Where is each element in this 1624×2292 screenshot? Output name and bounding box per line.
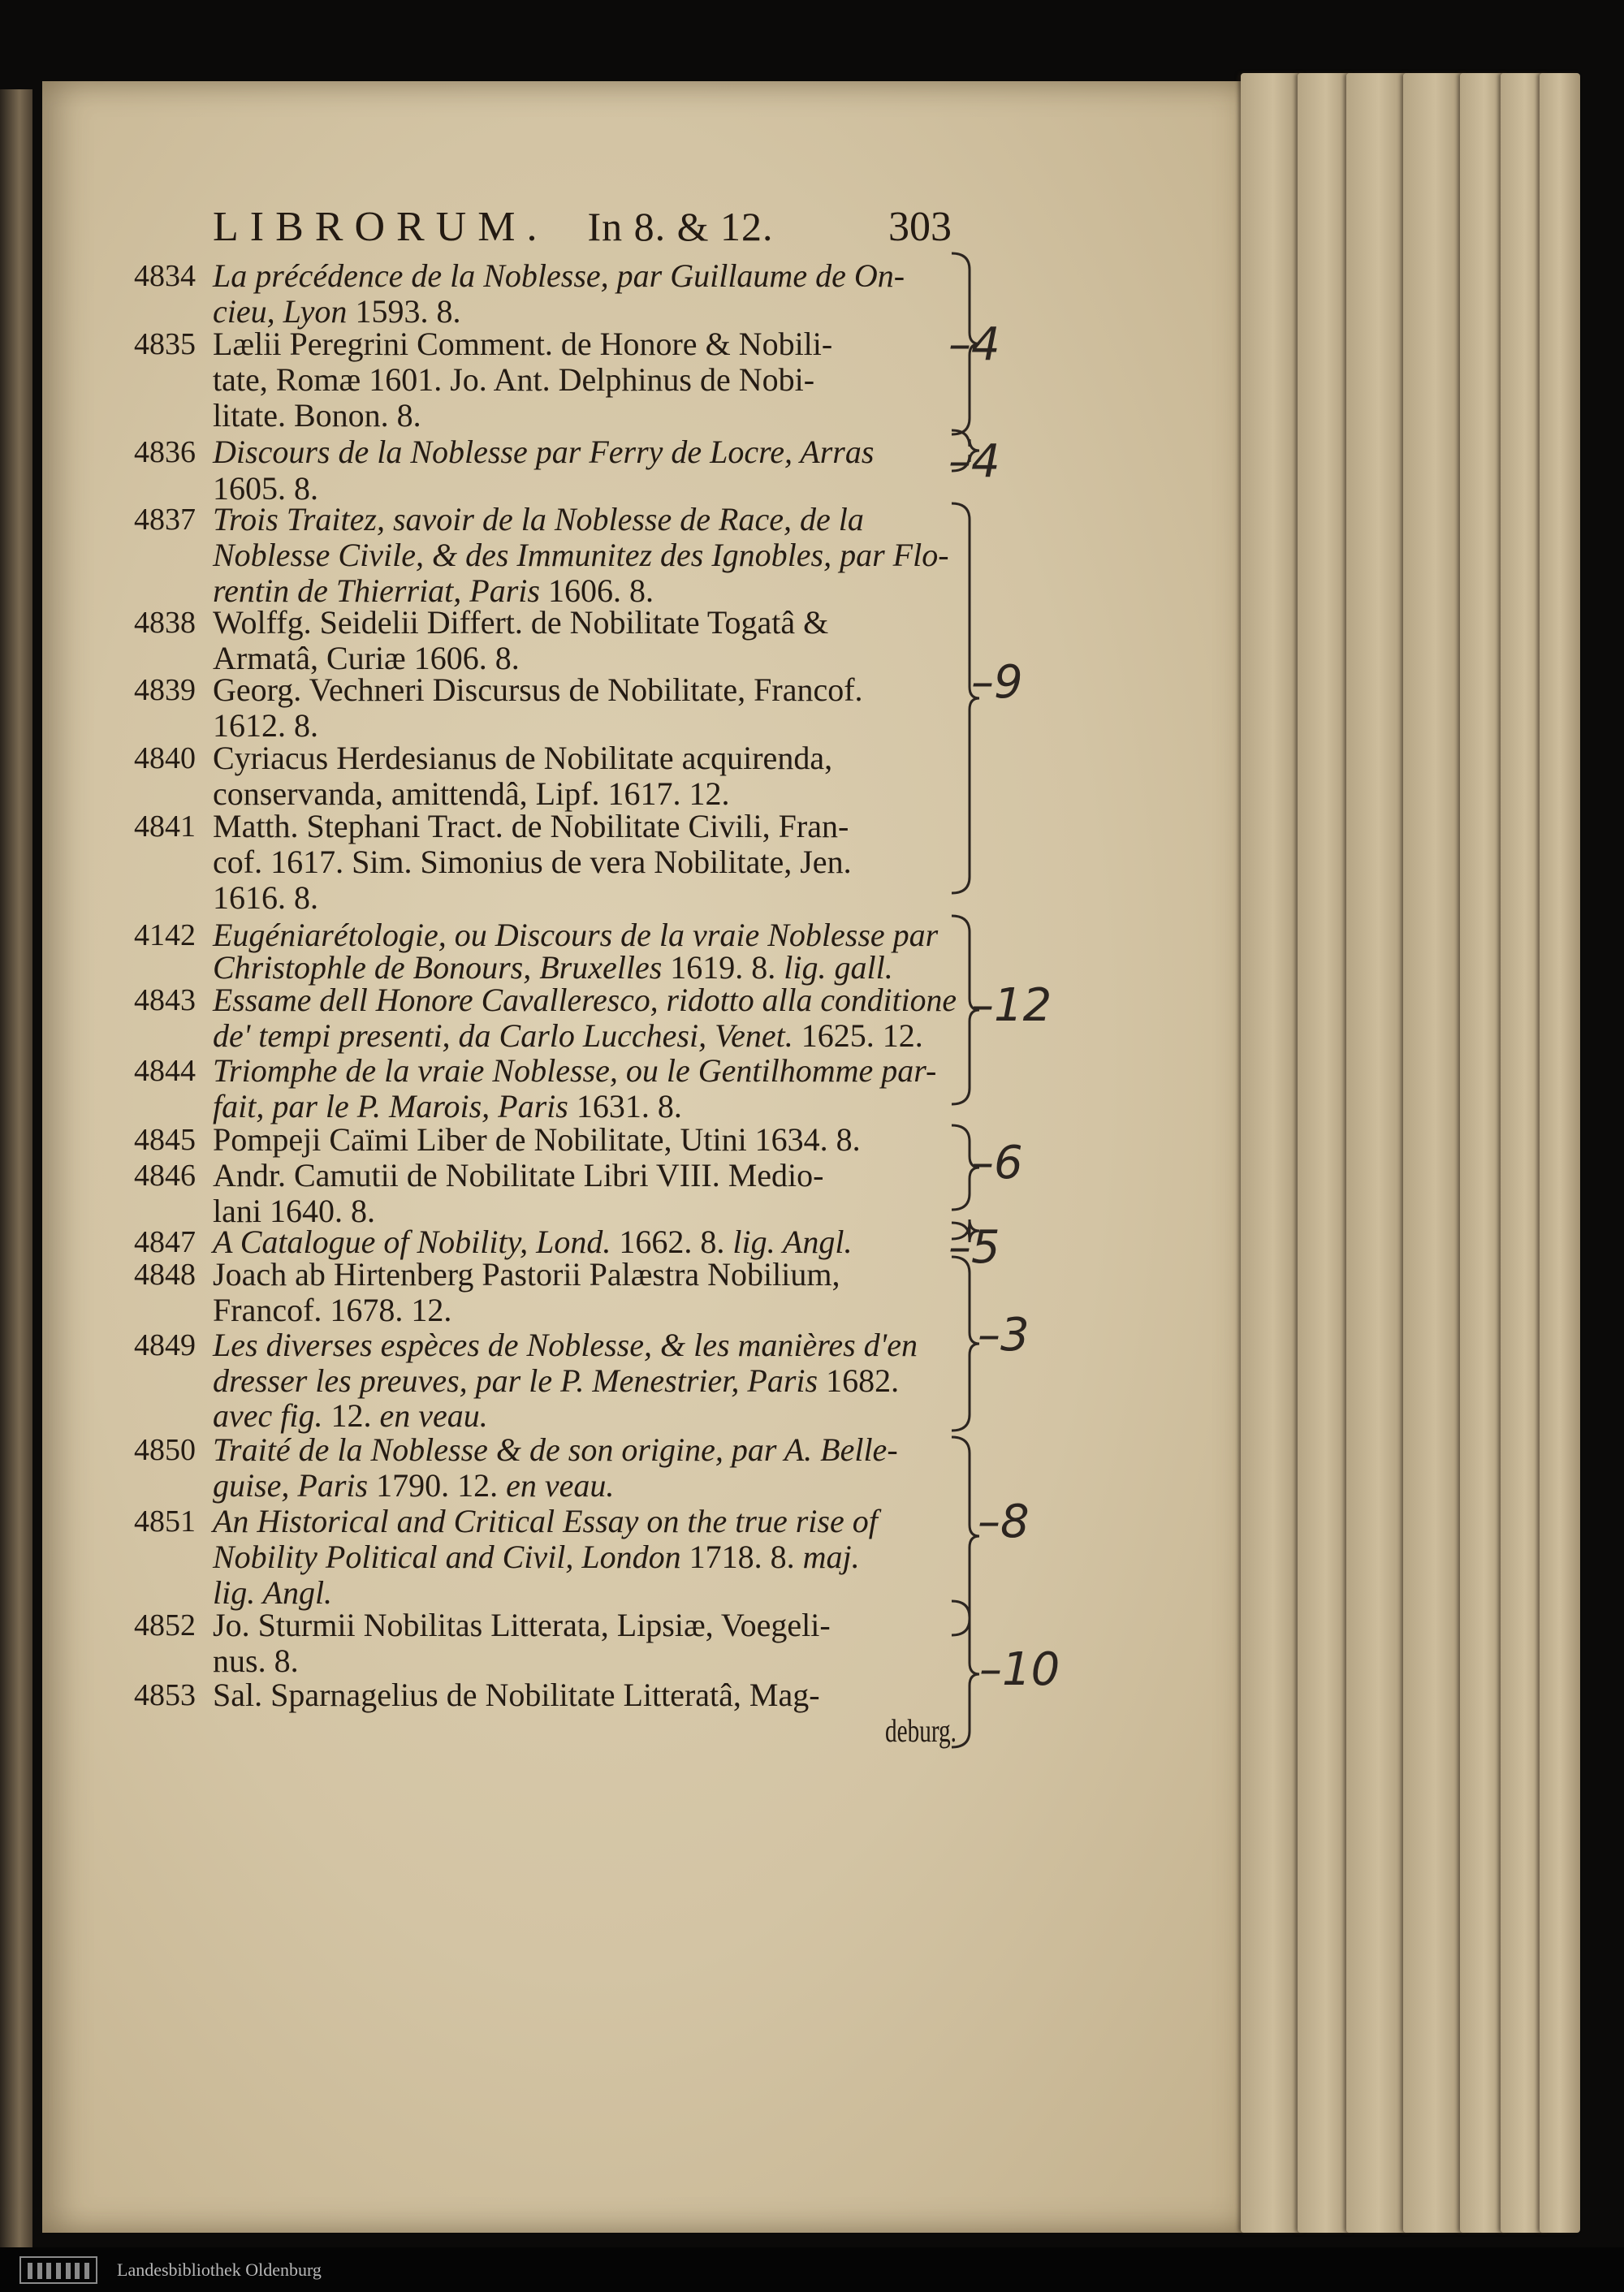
entry-text: Triomphe de la vraie Noblesse, ou le Gentilhomme par- <box>213 1052 937 1089</box>
entry-text: Trois Traitez, savoir de la Noblesse de Race, de la <box>213 501 864 537</box>
page-number: 303 <box>888 204 952 250</box>
entry-text: 1605. 8. <box>213 470 318 507</box>
entry-text: conservanda, amittendâ, Lipf. 1617. 12. <box>213 775 730 812</box>
handwritten-total: –4 <box>948 435 1000 488</box>
entry-text: 1612. 8. <box>213 707 318 744</box>
entry-text: Christophle de Bonours, Bruxelles 1619. 8. lig. gall. <box>213 949 893 986</box>
handwritten-total: –5 <box>948 1221 1000 1274</box>
entry-text: Nobility Political and Civil, London 1718. 8. maj. <box>213 1539 860 1575</box>
header-title: LIBRORUM. <box>213 204 549 250</box>
bracket <box>952 1257 979 1431</box>
entry-text: Pompeji Caïmi Liber de Nobilitate, Utini 1634. 8. <box>213 1121 861 1158</box>
entry-number: 4853 <box>134 1678 196 1712</box>
entry-text: cof. 1617. Sim. Simonius de vera Nobilitate, Jen. <box>213 844 852 880</box>
handwritten-total: –6 <box>971 1137 1023 1189</box>
entry-number: 4843 <box>134 983 196 1017</box>
entry-number: 4840 <box>134 741 196 775</box>
entry-text: Lælii Peregrini Comment. de Honore & Nobili- <box>213 326 833 362</box>
entry-text: Andr. Camutii de Nobilitate Libri VIII. Medio- <box>213 1157 824 1193</box>
handwritten-total: –10 <box>979 1643 1060 1696</box>
entry-text: dresser les preuves, par le P. Menestrier, Paris 1682. <box>213 1362 900 1399</box>
entry-number: 4142 <box>134 918 196 952</box>
entry-text: fait, par le P. Marois, Paris 1631. 8. <box>213 1088 682 1124</box>
entry-number: 4850 <box>134 1433 196 1467</box>
entry-text: 1616. 8. <box>213 879 318 916</box>
entry-number: 4848 <box>134 1258 196 1292</box>
entry-number: 4849 <box>134 1328 196 1362</box>
entry-number: 4846 <box>134 1159 196 1193</box>
entry-text: cieu, Lyon 1593. 8. <box>213 293 461 330</box>
entry-text: guise, Paris 1790. 12. en veau. <box>213 1467 615 1504</box>
entry-number: 4852 <box>134 1608 196 1642</box>
entry-text: de' tempi presenti, da Carlo Lucchesi, Venet. 1625. 12. <box>213 1017 923 1054</box>
bracket <box>952 1601 979 1747</box>
entry-text: Essame dell Honore Cavalleresco, ridotto alla conditione <box>213 982 957 1018</box>
entry-text: Cyriacus Herdesianus de Nobilitate acquirenda, <box>213 740 833 776</box>
entry-number: 4836 <box>134 435 196 469</box>
entry-number: 4838 <box>134 606 196 640</box>
handwritten-total: –12 <box>971 979 1052 1032</box>
library-logo-icon <box>19 2256 97 2284</box>
entry-text: litate. Bonon. 8. <box>213 397 421 434</box>
entry-text: Matth. Stephani Tract. de Nobilitate Civili, Fran- <box>213 808 849 844</box>
entry-number: 4835 <box>134 327 196 361</box>
library-name: Landesbibliothek Oldenburg <box>117 2259 322 2280</box>
entry-text: Sal. Sparnagelius de Nobilitate Litteratâ, Mag- <box>213 1677 820 1713</box>
entry-text: Francof. 1678. 12. <box>213 1292 452 1328</box>
entry-text: La précédence de la Noblesse, par Guillaume de On- <box>213 257 905 294</box>
entry-text: Joach ab Hirtenberg Pastorii Palæstra Nobilium, <box>213 1256 840 1293</box>
entry-text: Jo. Sturmii Nobilitas Litterata, Lipsiæ, Voegeli- <box>213 1607 831 1643</box>
handwritten-total: –9 <box>971 656 1023 709</box>
entry-number: 4834 <box>134 259 196 293</box>
entry-text: rentin de Thierriat, Paris 1606. 8. <box>213 572 654 609</box>
entry-number: 4837 <box>134 503 196 537</box>
entry-text: deburg. <box>885 1712 957 1749</box>
entry-text: lani 1640. 8. <box>213 1193 375 1229</box>
entry-text: lig. Angl. <box>213 1574 333 1611</box>
entry-number: 4844 <box>134 1054 196 1088</box>
entry-number: 4845 <box>134 1123 196 1157</box>
entry-number: 4851 <box>134 1504 196 1539</box>
handwritten-total: –8 <box>978 1496 1030 1548</box>
entry-text: Les diverses espèces de Noblesse, & les manières d'en <box>213 1327 918 1363</box>
handwritten-total: –4 <box>948 318 1000 371</box>
footer-bar <box>0 2247 1624 2292</box>
entry-text: Discours de la Noblesse par Ferry de Locre, Arras <box>213 434 875 470</box>
entry-text: Eugéniarétologie, ou Discours de la vraie Noblesse par <box>213 917 939 953</box>
entry-number: 4839 <box>134 673 196 707</box>
entry-text: A Catalogue of Nobility, Lond. 1662. 8. lig. Angl. <box>213 1224 853 1260</box>
header-format: In 8. & 12. <box>587 204 774 249</box>
entry-number: 4841 <box>134 809 196 844</box>
handwritten-total: –3 <box>978 1309 1030 1362</box>
entry-text: avec fig. 12. en veau. <box>213 1397 488 1434</box>
entry-text: An Historical and Critical Essay on the true rise of <box>213 1503 878 1539</box>
entry-text: Georg. Vechneri Discursus de Nobilitate, Francof. <box>213 671 863 708</box>
entry-number: 4847 <box>134 1225 196 1259</box>
entry-text: Noblesse Civile, & des Immunitez des Ignobles, par Flo- <box>213 537 949 573</box>
entry-text: Traité de la Noblesse & de son origine, par A. Belle- <box>213 1431 898 1468</box>
entry-text: Armatâ, Curiæ 1606. 8. <box>213 640 520 676</box>
entry-text: tate, Romæ 1601. Jo. Ant. Delphinus de Nobi- <box>213 361 815 398</box>
entry-text: nus. 8. <box>213 1642 299 1679</box>
entry-text: Wolffg. Seidelii Differt. de Nobilitate Togatâ & <box>213 604 829 641</box>
